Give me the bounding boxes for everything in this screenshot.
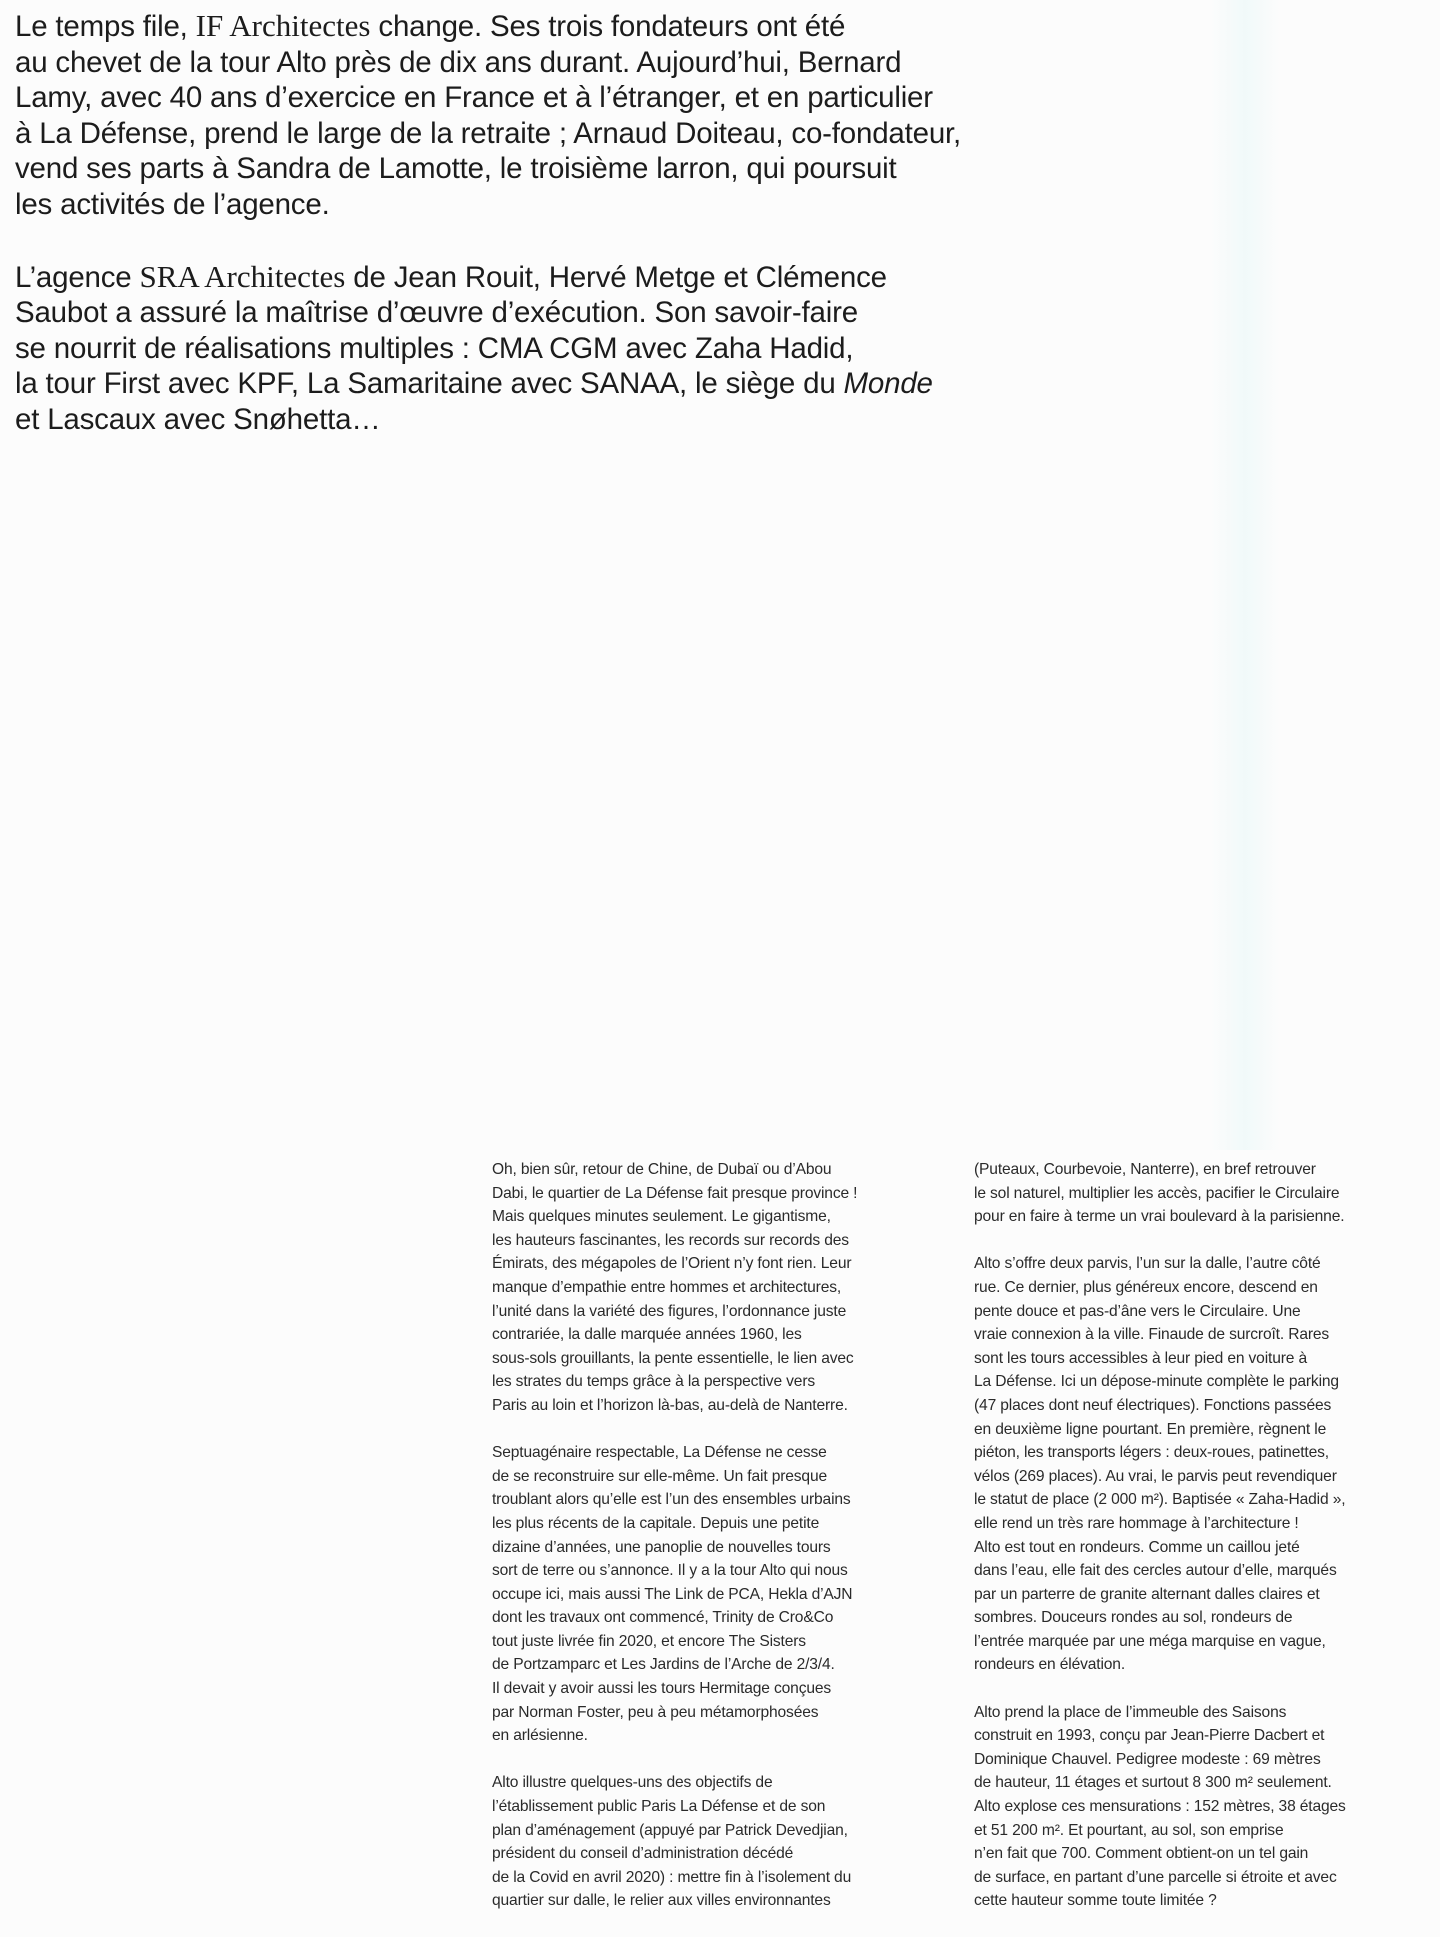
text-line: vend ses parts à Sandra de Lamotte, le troisième larron, qui poursuit: [15, 152, 897, 186]
text-line: piéton, les transports légers : deux-roues, patinettes,: [974, 1444, 1329, 1462]
text-line: et Lascaux avec Snøhetta…: [15, 402, 381, 436]
text-line: n’en fait que 700. Comment obtient-on un tel gain: [974, 1845, 1309, 1863]
text-line: troublant alors qu’elle est l’un des ensembles urbains: [492, 1491, 851, 1509]
text-line: Émirats, des mégapoles de l’Orient n’y font rien. Leur: [492, 1255, 852, 1273]
publication-name: Monde: [843, 367, 933, 401]
body-paragraph: [492, 1771, 962, 1913]
text-line: (Puteaux, Courbevoie, Nanterre), en bref retrouver: [974, 1161, 1316, 1178]
text-line: au chevet de la tour Alto près de dix ans durant. Aujourd’hui, Bernard: [15, 45, 902, 79]
text-line: rue. Ce dernier, plus généreux encore, descend en: [974, 1278, 1318, 1296]
text-line: Mais quelques minutes seulement. Le gigantisme,: [492, 1208, 831, 1226]
text-line: le statut de place (2 000 m²). Baptisée « Zaha-Hadid »,: [974, 1491, 1346, 1509]
text-line: dizaine d’années, une panoplie de nouvelles tours: [492, 1538, 831, 1556]
text-line: l’entrée marquée par une méga marquise en vague,: [974, 1632, 1326, 1650]
text-line: [15, 366, 1215, 402]
text-line: occupe ici, mais aussi The Link de PCA, Hekla d’AJN: [492, 1585, 853, 1603]
text-line: Alto prend la place de l’immeuble des Saisons: [974, 1703, 1287, 1721]
text-run: Le temps file,: [15, 10, 196, 43]
text-line: Paris au loin et l’horizon là-bas, au-delà de Nanterre.: [492, 1396, 848, 1414]
text-line: sont les tours accessibles à leur pied en voiture à: [974, 1349, 1307, 1367]
text-run: change. Ses trois fondateurs ont été: [370, 10, 846, 43]
text-line: en arlésienne.: [492, 1727, 588, 1745]
text-line: de la Covid en avril 2020) : mettre fin à l’isolement du: [492, 1868, 852, 1886]
text-line: (47 places dont neuf électriques). Fonctions passées: [974, 1396, 1332, 1414]
text-line: de surface, en partant d’une parcelle si étroite et avec: [974, 1868, 1337, 1886]
text-line: président du conseil d’administration décédé: [492, 1845, 794, 1863]
text-line: Septuagénaire respectable, La Défense ne cesse: [492, 1444, 827, 1462]
body-column-right: [974, 1158, 1440, 1937]
text-line: Alto illustre quelques-uns des objectifs de: [492, 1774, 773, 1792]
text-line: rondeurs en élévation.: [974, 1656, 1126, 1674]
text-line: Saubot a assuré la maîtrise d’œuvre d’exécution. Son savoir-faire: [15, 296, 858, 330]
text-run: la tour First avec KPF, La Samaritaine avec SANAA, le siège du: [15, 367, 844, 401]
text-line: par un parterre de granite alternant dalles claires et: [974, 1585, 1320, 1603]
text-line: de hauteur, 11 étages et surtout 8 300 m² seulement.: [974, 1774, 1332, 1792]
text-line: Lamy, avec 40 ans d’exercice en France et à l’étranger, et en particulier: [15, 81, 933, 115]
text-line: [15, 8, 1215, 45]
intro-text: [15, 8, 1215, 474]
body-paragraph: [492, 1158, 962, 1418]
firm-name: IF Architectes: [195, 8, 371, 43]
text-line: Il devait y avoir aussi les tours Hermitage conçues: [492, 1680, 832, 1698]
text-line: Oh, bien sûr, retour de Chine, de Dubaï ou d’Abou: [492, 1161, 832, 1178]
text-line: quartier sur dalle, le relier aux villes environnantes: [492, 1892, 831, 1910]
text-line: contrariée, la dalle marquée années 1960, les: [492, 1326, 802, 1344]
intro-paragraph-1: [15, 8, 1215, 223]
text-line: Alto est tout en rondeurs. Comme un caillou jeté: [974, 1538, 1300, 1556]
text-line: dont les travaux ont commencé, Trinity de Cro&Co: [492, 1609, 834, 1627]
text-run: de Jean Rouit, Hervé Metge et Clémence: [345, 260, 887, 294]
text-line: Dominique Chauvel. Pedigree modeste : 69 mètres: [974, 1750, 1321, 1768]
text-line: manque d’empathie entre hommes et architectures,: [492, 1278, 842, 1296]
text-line: tout juste livrée fin 2020, et encore The Sisters: [492, 1632, 806, 1650]
text-line: plan d’aménagement (appuyé par Patrick Devedjian,: [492, 1821, 848, 1839]
text-line: sous-sols grouillants, la pente essentielle, le lien avec: [492, 1349, 854, 1367]
text-line: cette hauteur somme toute limitée ?: [974, 1892, 1217, 1910]
text-line: les plus récents de la capitale. Depuis une petite: [492, 1514, 820, 1532]
page-scan-tint: [1210, 0, 1280, 1150]
text-line: l’unité dans la variété des figures, l’ordonnance juste: [492, 1302, 847, 1320]
text-line: vraie connexion à la ville. Finaude de surcroît. Rares: [974, 1326, 1330, 1344]
text-line: se nourrit de réalisations multiples : CMA CGM avec Zaha Hadid,: [15, 331, 854, 365]
text-line: les strates du temps grâce à la perspective vers: [492, 1373, 816, 1391]
text-line: le sol naturel, multiplier les accès, pacifier le Circulaire: [974, 1184, 1340, 1202]
text-line: Alto s’offre deux parvis, l’un sur la dalle, l’autre côté: [974, 1255, 1321, 1273]
text-line: de se reconstruire sur elle-même. Un fait presque: [492, 1467, 827, 1485]
text-line: les hauteurs fascinantes, les records sur records des: [492, 1231, 849, 1249]
text-line: en deuxième ligne pourtant. En première, règnent le: [974, 1420, 1327, 1438]
text-line: par Norman Foster, peu à peu métamorphosées: [492, 1703, 819, 1721]
text-run: L’agence: [15, 260, 140, 294]
text-line: et 51 200 m². Et pourtant, au sol, son emprise: [974, 1821, 1284, 1839]
text-line: à La Défense, prend le large de la retraite ; Arnaud Doiteau, co-fondateur,: [15, 116, 962, 150]
text-line: La Défense. Ici un dépose-minute complète le parking: [974, 1373, 1339, 1391]
text-line: sombres. Douceurs rondes au sol, rondeurs de: [974, 1609, 1293, 1627]
intro-paragraph-2: [15, 259, 1215, 438]
text-line: pour en faire à terme un vrai boulevard à la parisienne.: [974, 1208, 1345, 1226]
text-line: de Portzamparc et Les Jardins de l’Arche de 2/3/4.: [492, 1656, 835, 1674]
body-paragraph: [974, 1701, 1440, 1913]
body-paragraph: [492, 1441, 962, 1748]
firm-name: SRA Architectes: [139, 258, 346, 294]
text-line: elle rend un très rare hommage à l’architecture !: [974, 1514, 1299, 1532]
text-line: Dabi, le quartier de La Défense fait presque province !: [492, 1184, 858, 1202]
text-line: Alto explose ces mensurations : 152 mètres, 38 étages: [974, 1798, 1346, 1816]
body-paragraph: [974, 1158, 1440, 1229]
text-line: dans l’eau, elle fait des cercles autour d’elle, marqués: [974, 1562, 1337, 1580]
body-column-left: [492, 1158, 962, 1937]
body-paragraph: [974, 1252, 1440, 1677]
text-line: construit en 1993, conçu par Jean-Pierre Dacbert et: [974, 1727, 1325, 1745]
text-line: vélos (269 places). Au vrai, le parvis peut revendiquer: [974, 1467, 1337, 1485]
text-line: les activités de l’agence.: [15, 187, 330, 221]
text-line: sort de terre ou s’annonce. Il y a la tour Alto qui nous: [492, 1562, 848, 1580]
text-line: [15, 259, 1215, 296]
text-line: pente douce et pas-d’âne vers le Circulaire. Une: [974, 1302, 1301, 1320]
text-line: l’établissement public Paris La Défense et de son: [492, 1798, 826, 1816]
